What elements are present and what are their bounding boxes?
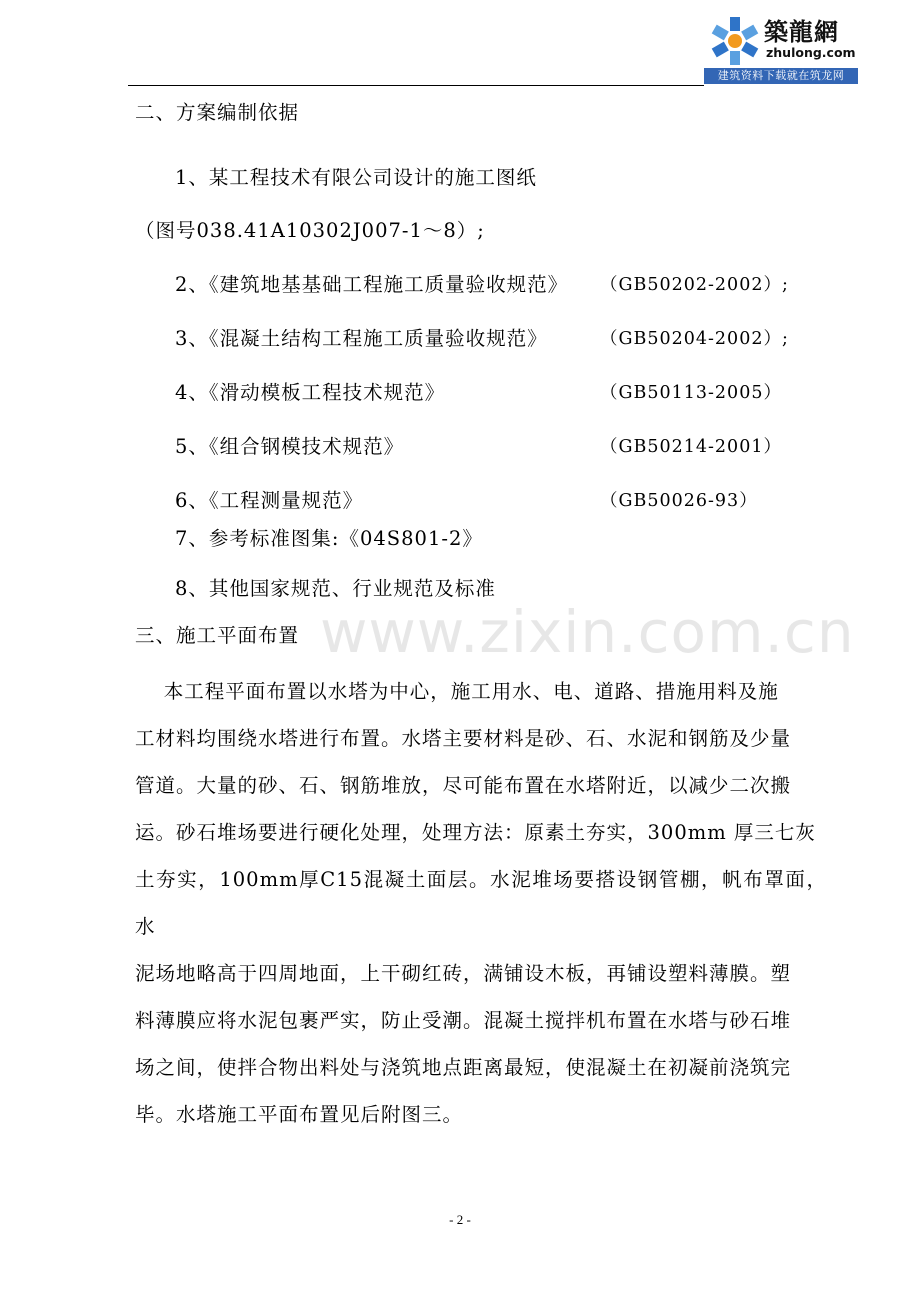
paragraph-line: 工材料均围绕水塔进行布置。水塔主要材料是砂、石、水泥和钢筋及少量 xyxy=(135,727,792,750)
logo-url: zhulong.com xyxy=(766,45,856,60)
standard-code: （GB50026-93） xyxy=(600,491,758,511)
header-rule xyxy=(128,85,704,86)
paragraph-line: 毕。水塔施工平面布置见后附图三。 xyxy=(135,1103,464,1126)
watermark: www.zixin.com.cn xyxy=(320,598,855,666)
paragraph-line: 泥场地略高于四周地面，上干砌红砖，满铺设木板，再铺设塑料薄膜。塑 xyxy=(135,962,792,985)
standard-code: （GB50202-2002）; xyxy=(600,275,789,295)
paragraph-line: 场之间，使拌合物出料处与浇筑地点距离最短，使混凝土在初凝前浇筑完 xyxy=(135,1056,792,1079)
logo-slogan: 建筑资料下载就在筑龙网 xyxy=(704,68,858,84)
section-heading: 三、施工平面布置 xyxy=(135,624,300,647)
standard-code: （GB50204-2002）; xyxy=(600,329,789,349)
paragraph-line: 土夯实，100mm厚C15混凝土面层。水泥堆场要搭设钢管棚，帆布罩面，水 xyxy=(135,868,827,938)
paragraph-line: 管道。大量的砂、石、钢筋堆放，尽可能布置在水塔附近，以减少二次搬 xyxy=(135,774,792,797)
logo-name: 築龍網 xyxy=(764,17,839,46)
paragraph-line: 运。砂石堆场要进行硬化处理，处理方法：原素土夯实，300mm 厚三七灰 xyxy=(135,821,816,844)
snowflake-logo-icon xyxy=(708,14,762,68)
section-heading: 二、方案编制依据 xyxy=(135,101,300,124)
page-number: - 2 - xyxy=(449,1212,471,1227)
standard-code: （GB50113-2005） xyxy=(600,383,782,403)
reference-item: 6、《工程测量规范》 xyxy=(175,489,364,512)
body-paragraph xyxy=(135,668,827,1138)
zhulong-logo xyxy=(704,8,858,84)
reference-item: 7、参考标准图集:《04S801-2》 xyxy=(175,527,483,550)
reference-item: 1、某工程技术有限公司设计的施工图纸 xyxy=(175,166,537,189)
reference-item: 5、《组合钢模技术规范》 xyxy=(175,435,405,458)
standard-code: （GB50214-2001） xyxy=(600,437,782,457)
reference-item: 4、《滑动模板工程技术规范》 xyxy=(175,381,446,404)
paragraph-line: 本工程平面布置以水塔为中心，施工用水、电、道路、措施用料及施 xyxy=(135,680,779,703)
logo-top xyxy=(704,8,858,68)
reference-item: 3、《混凝土结构工程施工质量验收规范》 xyxy=(175,327,548,350)
reference-item-continuation: （图号038.41A10302J007-1～8）; xyxy=(135,219,485,242)
paragraph-line: 料薄膜应将水泥包裹严实，防止受潮。混凝土搅拌机布置在水塔与砂石堆 xyxy=(135,1009,792,1032)
reference-item: 2、《建筑地基基础工程施工质量验收规范》 xyxy=(175,273,569,296)
reference-item: 8、其他国家规范、行业规范及标准 xyxy=(175,577,496,600)
